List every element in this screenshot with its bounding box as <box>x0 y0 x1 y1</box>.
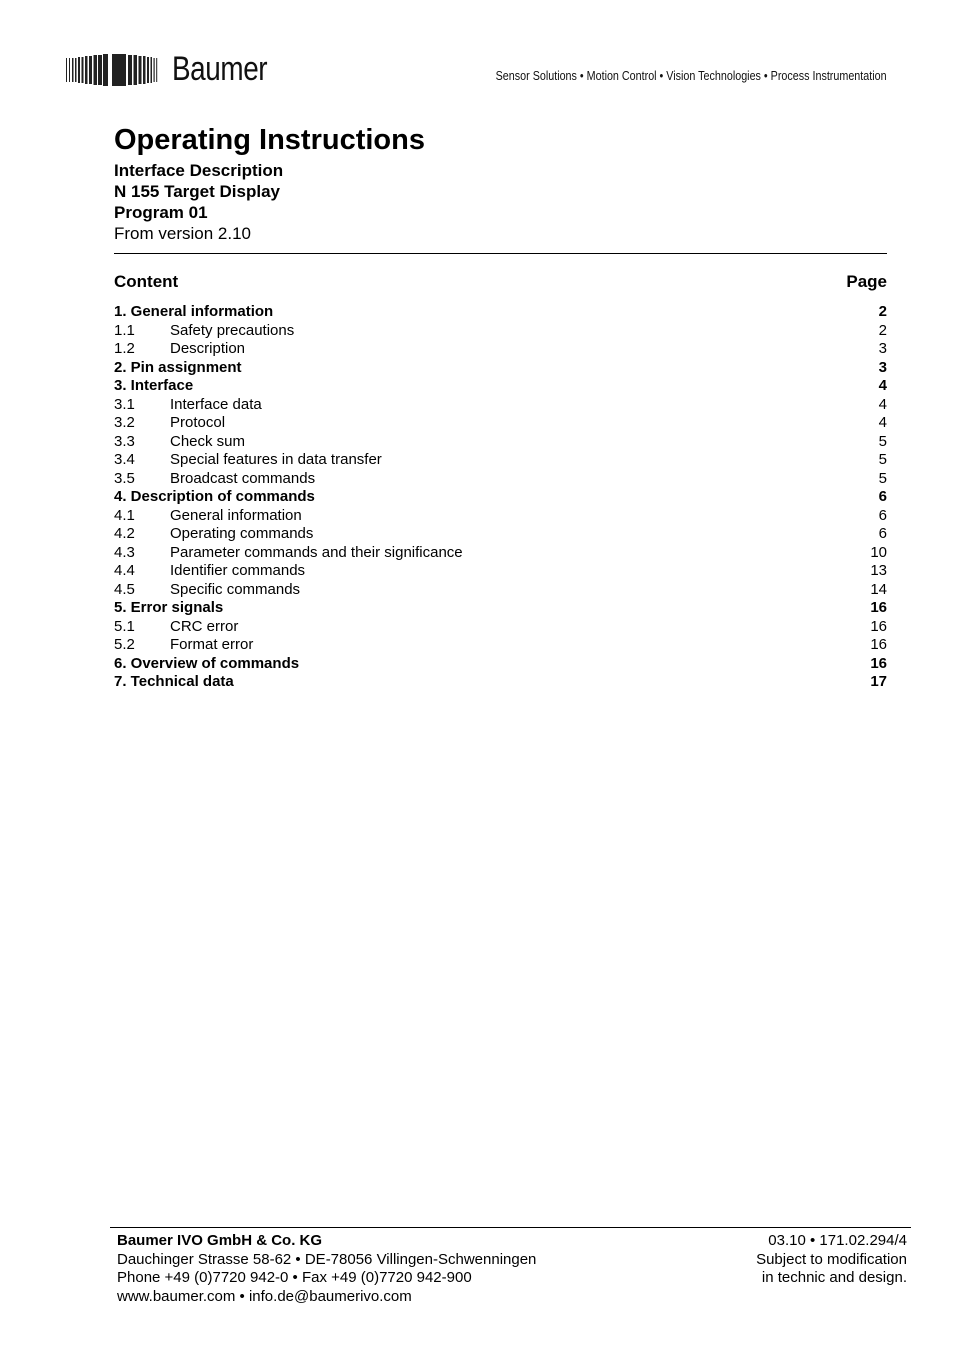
toc-entry-page: 3 <box>878 340 887 357</box>
toc-entry-page: 2 <box>878 303 887 320</box>
toc-entry-page: 10 <box>870 543 887 561</box>
toc-header <box>114 272 887 292</box>
toc-entry <box>114 340 887 359</box>
toc-entry-page: 4 <box>878 395 887 413</box>
toc-entry-label: Safety precautions <box>170 321 295 339</box>
toc-entry <box>114 673 887 692</box>
toc-entry <box>114 618 887 637</box>
toc-entry <box>114 488 887 507</box>
toc-entry-page: 6 <box>878 488 887 505</box>
footer-divider <box>110 1227 911 1228</box>
toc-entry-number: 3.4 <box>114 451 135 468</box>
footer-company-info <box>117 1232 536 1307</box>
footer-phone: Phone +49 (0)7720 942-0 • Fax +49 (0)7720 942-900 <box>117 1269 472 1287</box>
toc-heading: Content <box>114 272 179 291</box>
toc-entry <box>114 451 887 470</box>
footer-version: 03.10 • 171.02.294/4 <box>768 1232 907 1249</box>
toc-entry-number: 5.2 <box>114 636 135 653</box>
page-title: Operating Instructions <box>114 124 425 156</box>
tagline: Sensor Solutions • Motion Control • Vision Technologies • Process Instrumentation <box>496 69 887 83</box>
toc-entry-page: 3 <box>878 358 887 376</box>
toc-entry-label: Interface data <box>170 395 262 413</box>
toc-entry-page: 16 <box>870 617 887 635</box>
toc-entry-label: 5. Error signals <box>114 599 224 616</box>
toc-entry <box>114 544 887 563</box>
toc-entry <box>114 636 887 655</box>
toc-entry <box>114 507 887 526</box>
toc-entry-label: Check sum <box>170 432 246 450</box>
toc-entry-label: General information <box>170 506 302 524</box>
toc-entry <box>114 359 887 378</box>
doc-subtitle: Interface Description <box>114 161 284 180</box>
toc-entry-label: 4. Description of commands <box>114 488 315 505</box>
toc-entry-number: 3.5 <box>114 469 135 487</box>
toc-entry-number: 4.5 <box>114 580 135 598</box>
toc-page-heading: Page <box>846 272 887 291</box>
toc-entry-page: 6 <box>878 506 887 524</box>
toc-entry-label: Special features in data transfer <box>170 451 382 468</box>
toc-entry-label: Protocol <box>170 414 226 431</box>
toc-entry <box>114 470 887 489</box>
toc-entry <box>114 525 887 544</box>
toc-entry-page: 5 <box>878 469 887 487</box>
toc-entry-label: Specific commands <box>170 580 301 598</box>
footer-doc-info <box>756 1232 907 1288</box>
toc-entry-page: 6 <box>878 525 887 542</box>
toc-entry-number: 4.3 <box>114 543 135 561</box>
doc-program: Program 01 <box>114 203 208 222</box>
toc-entry-page: 4 <box>878 377 887 394</box>
toc-entry-label: Format error <box>170 636 254 653</box>
footer-web: www.baumer.com • info.de@baumerivo.com <box>117 1288 412 1306</box>
table-of-contents <box>114 303 887 692</box>
footer-note-2: in technic and design. <box>761 1269 907 1287</box>
toc-entry-label: Description <box>170 340 246 357</box>
baumer-logo-icon <box>66 54 158 86</box>
toc-entry-label: Operating commands <box>170 525 314 542</box>
toc-entry-page: 2 <box>878 321 887 339</box>
toc-entry <box>114 562 887 581</box>
toc-entry-label: 3. Interface <box>114 377 194 394</box>
toc-entry-label: 1. General information <box>114 303 274 320</box>
toc-entry-label: Parameter commands and their significance <box>170 543 463 561</box>
toc-entry <box>114 414 887 433</box>
toc-entry <box>114 581 887 600</box>
toc-entry-page: 16 <box>870 599 887 616</box>
toc-entry-label: CRC error <box>170 617 239 635</box>
toc-entry-page: 5 <box>878 451 887 468</box>
toc-entry <box>114 599 887 618</box>
toc-entry-number: 4.1 <box>114 506 135 524</box>
toc-entry <box>114 655 887 674</box>
toc-entry-number: 4.2 <box>114 525 135 542</box>
toc-entry-label: 2. Pin assignment <box>114 358 242 376</box>
toc-entry <box>114 433 887 452</box>
toc-entry <box>114 303 887 322</box>
toc-entry-page: 13 <box>870 562 887 579</box>
toc-entry-page: 17 <box>870 673 887 690</box>
toc-entry-number: 1.2 <box>114 340 135 357</box>
toc-entry-number: 5.1 <box>114 617 135 635</box>
footer-company: Baumer IVO GmbH & Co. KG <box>117 1232 323 1249</box>
footer-note-1: Subject to modification <box>756 1250 907 1268</box>
title-divider <box>114 253 887 254</box>
toc-entry-number: 1.1 <box>114 321 135 339</box>
toc-entry-label: 6. Overview of commands <box>114 654 300 672</box>
toc-entry <box>114 377 887 396</box>
toc-entry-page: 16 <box>870 654 887 672</box>
toc-entry-page: 16 <box>870 636 887 653</box>
toc-entry-label: Broadcast commands <box>170 469 316 487</box>
baumer-logo <box>66 50 288 89</box>
toc-entry-page: 14 <box>870 580 887 598</box>
toc-entry-page: 5 <box>878 432 887 450</box>
toc-entry-number: 3.2 <box>114 414 135 431</box>
toc-entry-page: 4 <box>878 414 887 431</box>
toc-entry-label: Identifier commands <box>170 562 306 579</box>
toc-entry <box>114 396 887 415</box>
toc-entry-number: 3.1 <box>114 395 135 413</box>
brand-name: Baumer <box>172 50 268 88</box>
doc-product: N 155 Target Display <box>114 182 280 201</box>
toc-entry-number: 4.4 <box>114 562 135 579</box>
toc-entry <box>114 322 887 341</box>
doc-version: From version 2.10 <box>114 224 251 243</box>
footer-address: Dauchinger Strasse 58-62 • DE-78056 Villingen-Schwenningen <box>117 1250 537 1268</box>
toc-entry-number: 3.3 <box>114 432 135 450</box>
toc-entry-label: 7. Technical data <box>114 673 234 690</box>
